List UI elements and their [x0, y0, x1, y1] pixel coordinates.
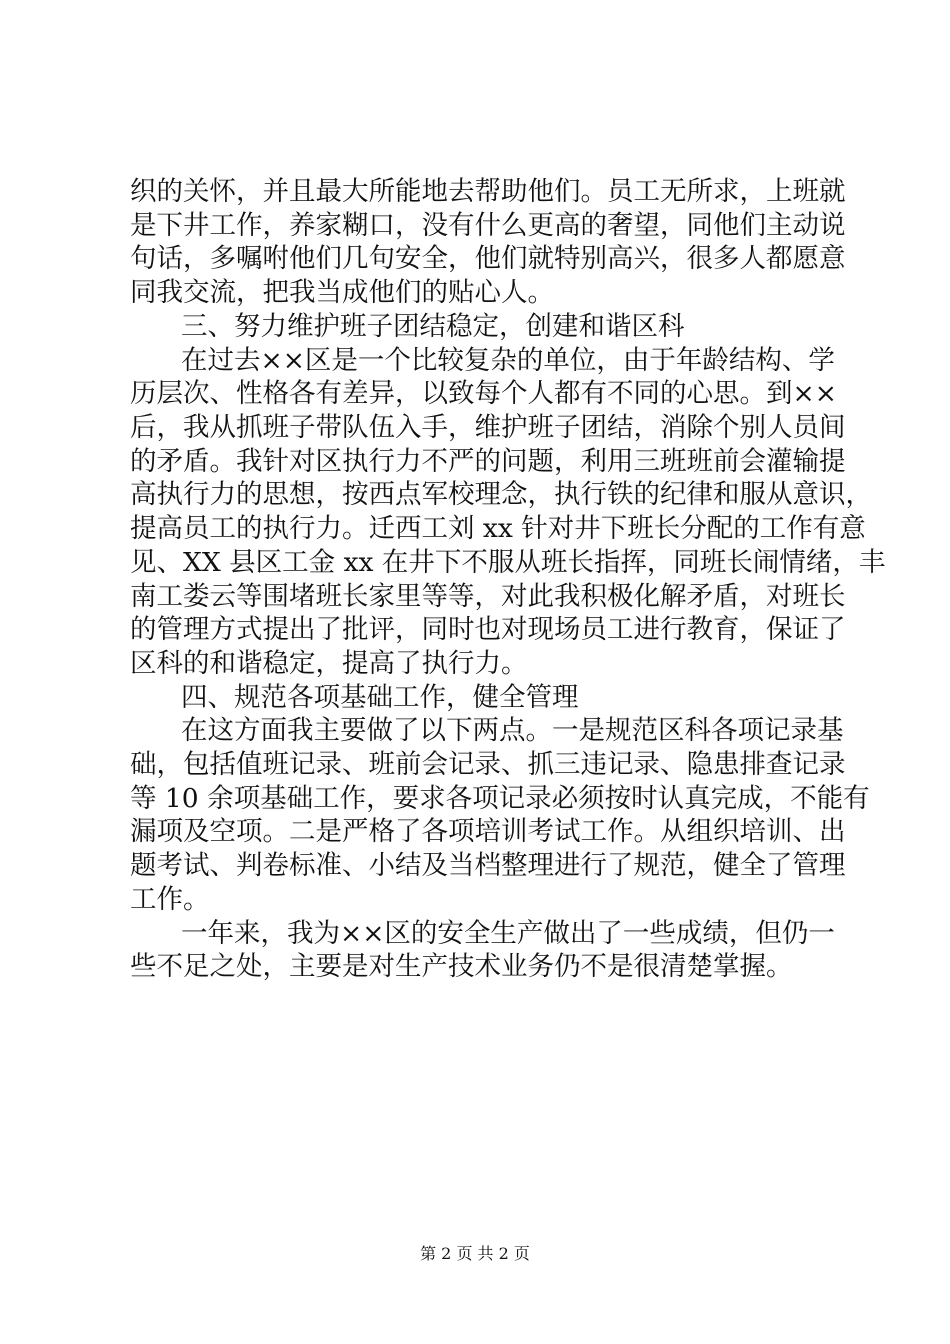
text-line: 工作。 [130, 884, 210, 915]
text-line: 漏项及空项。二是严格了各项培训考试工作。从组织培训、出 [130, 816, 846, 847]
text-line: 是下井工作，养家糊口，没有什么更高的奢望，同他们主动说 [130, 210, 846, 241]
text-line: 的管理方式提出了批评，同时也对现场员工进行教育，保证了 [130, 614, 846, 645]
text-line: 在过去××区是一个比较复杂的单位，由于年龄结构、学 [181, 345, 835, 376]
text-line: 见、XX 县区工金 xx 在井下不服从班长指挥，同班长闹情绪，丰 [130, 547, 886, 578]
text-line: 历层次、性格各有差异，以致每个人都有不同的心思。到×× [130, 378, 837, 409]
text-line: 题考试、判卷标准、小结及当档整理进行了规范，健全了管理 [130, 850, 846, 881]
text-line: 区科的和谐稳定，提高了执行力。 [130, 648, 528, 679]
text-line: 后，我从抓班子带队伍入手，维护班子团结，消除个别人员间 [130, 412, 846, 443]
text-line: 础，包括值班记录、班前会记录、抓三违记录、隐患排查记录 [130, 749, 846, 780]
text-line: 织的关怀，并且最大所能地去帮助他们。员工无所求，上班就 [130, 176, 846, 207]
section-heading: 三、努力维护班子团结稳定，创建和谐区科 [181, 311, 685, 342]
page-number: 第 2 页 共 2 页 [420, 1244, 530, 1263]
text-line: 些不足之处，主要是对生产技术业务仍不是很清楚掌握。 [130, 951, 793, 982]
text-line: 句话，多嘱咐他们几句安全，他们就特别高兴，很多人都愿意 [130, 243, 846, 274]
section-heading: 四、规范各项基础工作，健全管理 [181, 682, 579, 713]
text-line: 等 10 余项基础工作，要求各项记录必须按时认真完成，不能有 [130, 783, 870, 814]
text-line: 一年来，我为××区的安全生产做出了一些成绩，但仍一 [181, 918, 835, 949]
text-line: 南工娄云等围堵班长家里等等，对此我积极化解矛盾，对班长 [130, 581, 846, 612]
text-line: 的矛盾。我针对区执行力不严的问题，利用三班班前会灌输提 [130, 446, 846, 477]
text-line: 高执行力的思想，按西点军校理念，执行铁的纪律和服从意识， [130, 479, 872, 510]
text-line: 提高员工的执行力。迁西工刘 xx 针对井下班长分配的工作有意 [130, 513, 866, 544]
text-line: 同我交流，把我当成他们的贴心人。 [130, 277, 554, 308]
text-line: 在这方面我主要做了以下两点。一是规范区科各项记录基 [181, 715, 844, 746]
